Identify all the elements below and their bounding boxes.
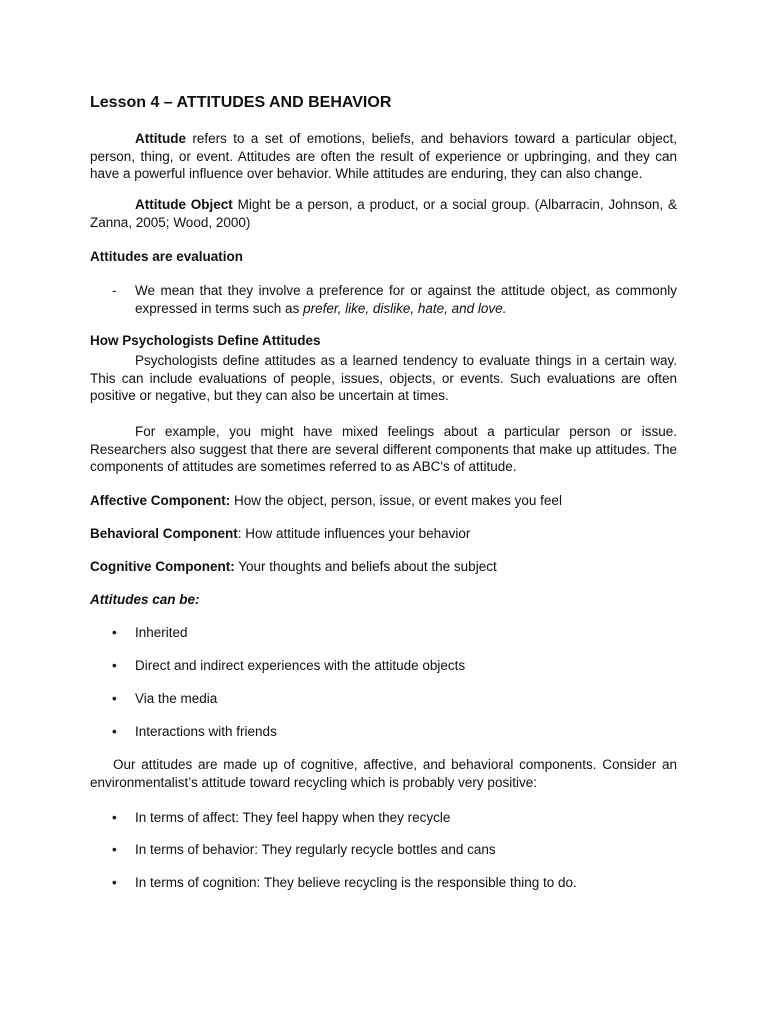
bullet-marker: • <box>112 724 117 739</box>
bullet-marker: • <box>112 810 117 825</box>
evaluation-list-item <box>90 282 677 317</box>
behavioral-component: Behavioral Component: How attitude influences your behavior <box>90 526 471 541</box>
dash-marker: - <box>112 283 117 298</box>
list-item: • In terms of cognition: They believe recycling is the responsible thing to do. <box>112 875 577 890</box>
attitude-term: Attitude <box>135 131 186 146</box>
affective-component: Affective Component: How the object, person, issue, or event makes you feel <box>90 493 562 508</box>
can-be-heading: Attitudes can be: <box>90 592 200 607</box>
bullet-marker: • <box>112 658 117 673</box>
bullet-marker: • <box>112 842 117 857</box>
attitude-object-definition <box>90 196 677 231</box>
evaluation-italic-terms: prefer, like, dislike, hate, and love. <box>303 300 507 316</box>
cognitive-component: Cognitive Component: Your thoughts and beliefs about the subject <box>90 559 497 574</box>
bullet-marker: • <box>112 691 117 706</box>
cognitive-term: Cognitive Component: <box>90 559 235 574</box>
behavioral-term: Behavioral Component <box>90 526 238 541</box>
attitude-object-term: Attitude Object <box>135 197 233 212</box>
list-item: • In terms of behavior: They regularly recycle bottles and cans <box>112 842 496 857</box>
list-item: • Via the media <box>112 691 218 706</box>
attitude-object-text: Might be a person, a product, or a social group. (Albarracin, Johnson, & Zanna, 2005; Wood, 2000) <box>90 197 678 230</box>
bullet-marker: • <box>112 625 117 640</box>
psych-paragraph-2: For example, you might have mixed feelings about a particular person or issue. Researchers also suggest that there are several different components that make up attitudes. The components of attitudes are sometimes referred to as ABC's of attitude. <box>90 424 677 474</box>
attitude-definition-text: refers to a set of emotions, beliefs, and behaviors toward a particular object, person, thing, or event. Attitudes are often the result of experience or upbringing, and they can have a powerful influence over behavior. While attitudes are enduring, they can also change. <box>90 131 677 181</box>
psych-heading: How Psychologists Define Attitudes <box>90 333 321 348</box>
list-item: • Direct and indirect experiences with the attitude objects <box>112 658 466 673</box>
affective-term: Affective Component: <box>90 493 231 508</box>
list-item: • Interactions with friends <box>112 724 277 739</box>
evaluation-text: We mean that they involve a preference for or against the attitude object, as commonly expressed in terms such as prefer, like, dislike, hate, and love. <box>135 283 677 316</box>
list-item: • In terms of affect: They feel happy when they recycle <box>112 810 451 825</box>
closing-paragraph: Our attitudes are made up of cognitive, affective, and behavioral components. Consider an environmentalist’s attitude toward recycling which is probably very positive: <box>90 757 677 790</box>
list-item: • Inherited <box>112 625 188 640</box>
psych-paragraph-1: Psychologists define attitudes as a learned tendency to evaluate things in a certain way. This can include evaluations of people, issues, objects, or events. Such evaluations are often positive or negative, but they can also be uncertain at times. <box>90 353 677 403</box>
bullet-marker: • <box>112 875 117 890</box>
attitude-definition <box>90 130 677 183</box>
evaluation-heading: Attitudes are evaluation <box>90 249 244 264</box>
page-title: Lesson 4 – ATTITUDES AND BEHAVIOR <box>90 94 392 111</box>
